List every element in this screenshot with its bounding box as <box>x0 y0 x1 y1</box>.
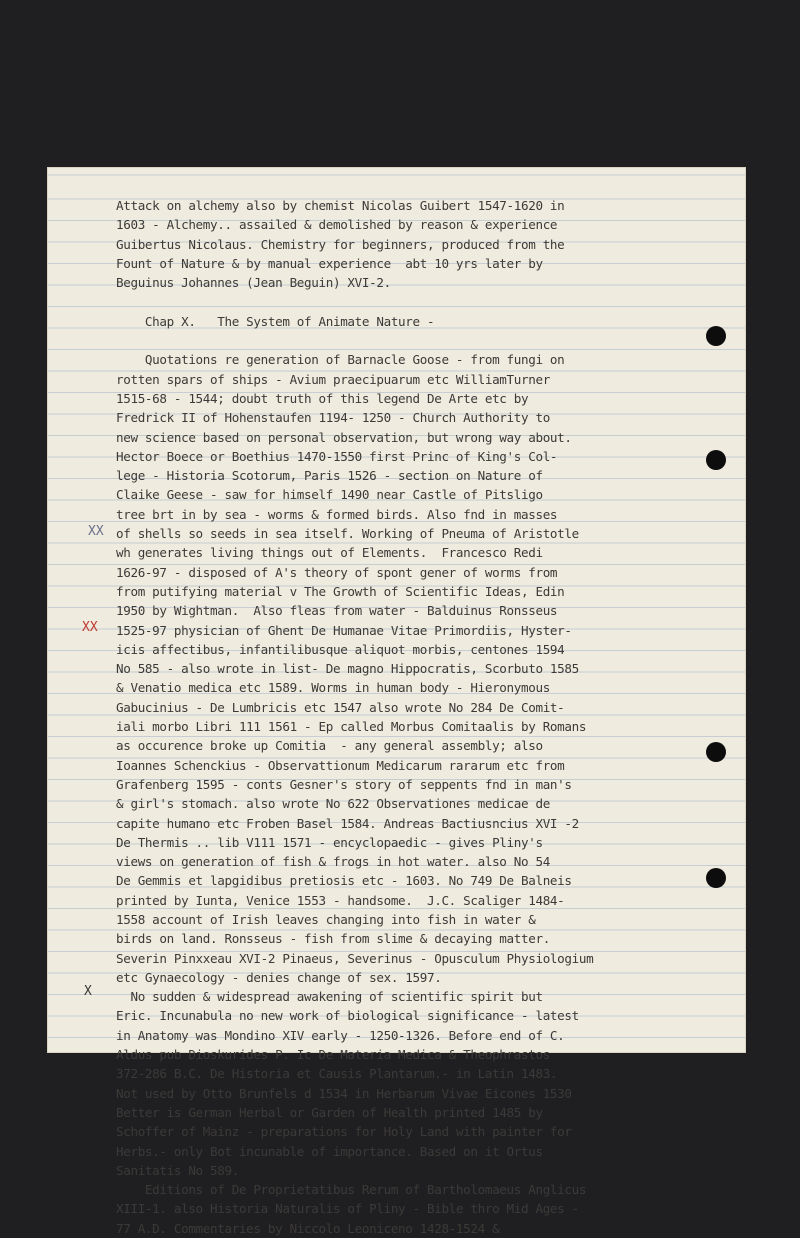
text-line: iali morbo Libri 111 1561 - Ep called Morbus Comitaalis by Romans <box>116 719 587 735</box>
text-line: birds on land. Ronsseus - fish from slime & decaying matter. <box>116 931 550 947</box>
text-line: 1525-97 physician of Ghent De Humanae Vitae Primordiis, Hyster- <box>116 622 572 638</box>
text-line: Herbs.- only Bot incunable of importance. Based on it Ortus <box>116 1143 543 1159</box>
binder-hole <box>706 742 726 762</box>
text-line: Not used by Otto Brunfels d 1534 in Herbarum Vivae Eicones 1530 <box>116 1085 572 1101</box>
text-line: Fredrick II of Hohenstaufen 1194- 1250 - Church Authority to <box>116 410 550 426</box>
text-line: 1603 - Alchemy.. assailed & demolished by reason & experience <box>116 217 558 233</box>
text-line: Beguinus Johannes (Jean Beguin) XVI-2. <box>116 275 391 291</box>
binder-hole <box>706 326 726 346</box>
text-line: 1558 account of Irish leaves changing into fish in water & <box>116 911 536 927</box>
text-line: icis affectibus, infantilibusque aliquot morbis, centones 1594 <box>116 641 565 657</box>
text-line: Grafenberg 1595 - conts Gesner's story of seppents fnd in man's <box>116 776 572 792</box>
text-line: rotten spars of ships - Avium praecipuarum etc WilliamTurner <box>116 371 550 387</box>
margin-mark-x: X <box>84 984 92 999</box>
text-line: tree brt in by sea - worms & formed birds. Also fnd in masses <box>116 506 558 522</box>
text-line: wh generates living things out of Elements. Francesco Redi <box>116 545 543 561</box>
text-line: 1950 by Wightman. Also fleas from water - Balduinus Ronsseus <box>116 603 558 619</box>
margin-mark-xx-ink: XX <box>88 524 104 539</box>
text-line: capite humano etc Froben Basel 1584. Andreas Bactiusncius XVI -2 <box>116 815 579 831</box>
text-line: De Gemmis et lapgidibus pretiosis etc - 1603. No 749 De Balneis <box>116 873 572 889</box>
text-line: Better is German Herbal or Garden of Health printed 1485 by <box>116 1104 543 1120</box>
text-line: No sudden & widespread awakening of scientific spirit but <box>116 989 543 1005</box>
text-line: in Anatomy was Mondino XIV early - 1250-1326. Before end of C. <box>116 1027 565 1043</box>
text-line: 1515-68 - 1544; doubt truth of this legend De Arte etc by <box>116 390 529 406</box>
text-line: & girl's stomach. also wrote No 622 Observationes medicae de <box>116 796 550 812</box>
text-line: from putifying material v The Growth of Scientific Ideas, Edin <box>116 583 565 599</box>
binder-hole <box>706 450 726 470</box>
text-line: etc Gynaecology - denies change of sex. 1597. <box>116 969 442 985</box>
text-line: as occurence broke up Comitia - any general assembly; also <box>116 738 543 754</box>
text-line: XIII-1. also Historia Naturalis of Pliny - Bible thro Mid Ages - <box>116 1201 579 1217</box>
text-line: Claike Geese - saw for himself 1490 near Castle of Pitsligo <box>116 487 543 503</box>
margin-mark-xx-red: XX <box>82 620 98 635</box>
text-line: & Venatio medica etc 1589. Worms in human body - Hieronymous <box>116 680 550 696</box>
text-line: Aldus pub Dioskurides P. Ic De Materia Medica & Theophrastos <box>116 1047 550 1063</box>
text-line: De Thermis .. lib V111 1571 - encyclopaedic - gives Pliny's <box>116 834 543 850</box>
text-line: new science based on personal observation, but wrong way about. <box>116 429 572 445</box>
text-line: Chap X. The System of Animate Nature - <box>116 313 435 329</box>
text-line: lege - Historia Scotorum, Paris 1526 - section on Nature of <box>116 468 543 484</box>
text-line: Gabucinius - De Lumbricis etc 1547 also wrote No 284 De Comit- <box>116 699 565 715</box>
text-line: of shells so seeds in sea itself. Working of Pneuma of Aristotle <box>116 526 579 542</box>
text-line: Guibertus Nicolaus. Chemistry for beginners, produced from the <box>116 236 565 252</box>
text-line: 1626-97 - disposed of A's theory of spont gener of worms from <box>116 564 558 580</box>
text-line: Editions of De Proprietatibus Rerum of Bartholomaeus Anglicus <box>116 1182 587 1198</box>
text-line: 372-286 B.C. De Historia et Causis Plantarum.- in Latin 1483. <box>116 1066 558 1082</box>
text-line: Quotations re generation of Barnacle Goose - from fungi on <box>116 352 565 368</box>
text-line: Sanitatis No 589. <box>116 1162 239 1178</box>
text-line: 77 A.D. Commentaries by Niccolo Leoniceno 1428-1524 & <box>116 1220 500 1236</box>
text-line: Ioannes Schenckius - Observattionum Medicarum rararum etc from <box>116 757 565 773</box>
text-line: Severin Pinxxeau XVI-2 Pinaeus, Severinus - Opusculum Physiologium <box>116 950 594 966</box>
typed-text-block <box>116 196 736 1238</box>
text-line: Fount of Nature & by manual experience abt 10 yrs later by <box>116 255 543 271</box>
text-line: Eric. Incunabula no new work of biological significance - latest <box>116 1008 579 1024</box>
text-line: Attack on alchemy also by chemist Nicolas Guibert 1547-1620 in <box>116 198 565 213</box>
text-line: views on generation of fish & frogs in hot water. also No 54 <box>116 854 550 870</box>
text-line: No 585 - also wrote in list- De magno Hippocratis, Scorbuto 1585 <box>116 661 579 677</box>
typed-page <box>48 168 745 1236</box>
binder-hole <box>706 868 726 888</box>
text-line: Schoffer of Mainz - preparations for Holy Land with painter for <box>116 1124 572 1140</box>
text-line: printed by Iunta, Venice 1553 - handsome. J.C. Scaliger 1484- <box>116 892 565 908</box>
text-line: Hector Boece or Boethius 1470-1550 first Princ of King's Col- <box>116 448 558 464</box>
